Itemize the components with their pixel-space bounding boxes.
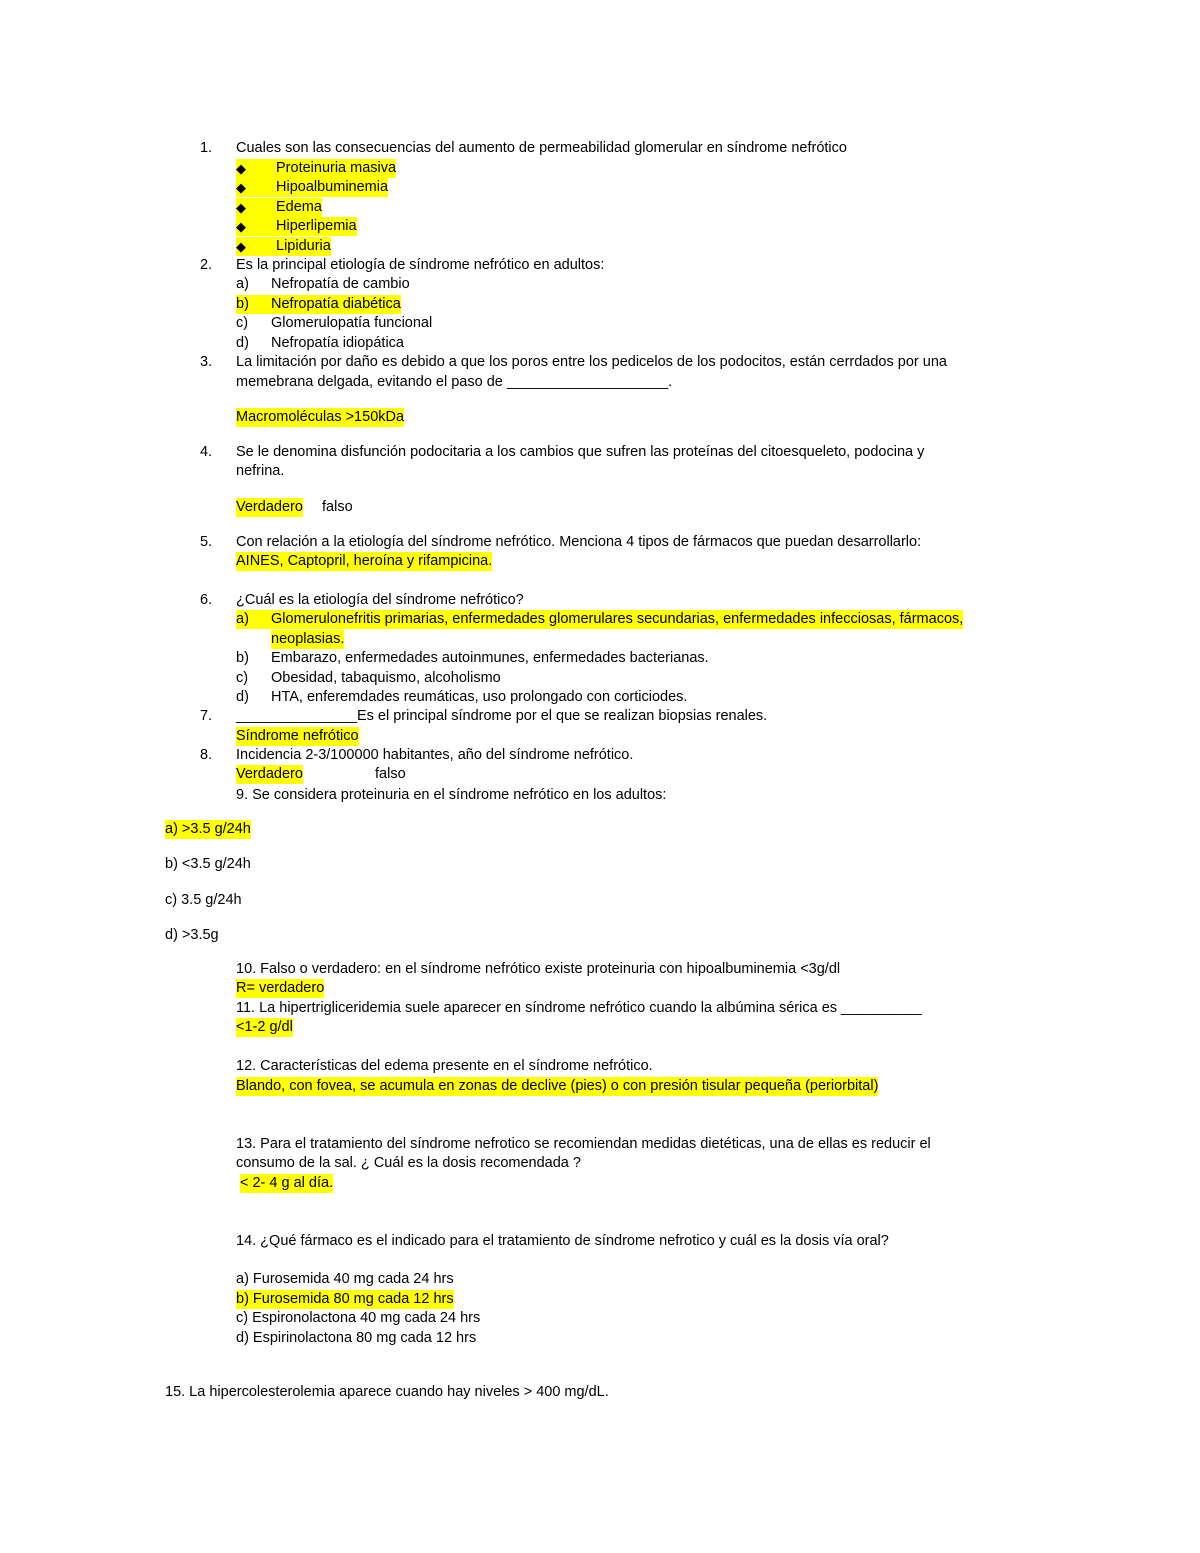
q8-answer: Verdadero [236,766,303,782]
bullet-icon: ◆ [236,237,276,256]
q12-text: 12. Características del edema presente en el síndrome nefrótico. [236,1058,653,1074]
q9-text: 9. Se considera proteinuria en el síndrome nefrótico en los adultos: [236,787,667,803]
q4-line2: nefrina. [236,463,285,479]
q2-number: 2. [200,257,213,273]
q4-other: falso [322,499,353,515]
q5-answer: AINES, Captopril, heroína y rifampicina. [236,553,493,569]
q2-option-a-letter: a) [236,276,249,292]
q6-option-c: Obesidad, tabaquismo, alcoholismo [271,670,501,686]
q13-answer: < 2- 4 g al día. [240,1175,334,1191]
q9-option-a: a) >3.5 g/24h [165,821,251,837]
q8-text: Incidencia 2-3/100000 habitantes, año del síndrome nefrótico. [236,747,634,763]
bullet-icon: ◆ [236,159,276,178]
q14-text: 14. ¿Qué fármaco es el indicado para el tratamiento de síndrome nefrotico y cuál es la dosis vía oral? [236,1233,889,1249]
q6-number: 6. [200,592,213,608]
q1-bullet-3: Edema [276,199,322,215]
q2-option-d: Nefropatía idiopática [271,335,404,351]
q3-answer: Macromoléculas >150kDa [236,409,405,425]
q2-option-b-letter: b) [236,295,271,314]
q6-option-b: Embarazo, enfermedades autoinmunes, enfermedades bacterianas. [271,650,709,666]
q8-other: falso [375,766,406,782]
q5-number: 5. [200,534,213,550]
q3-line1: La limitación por daño es debido a que los poros entre los pedicelos de los podocitos, están cerrdados por una [236,354,947,370]
q2-option-a: Nefropatía de cambio [271,276,410,292]
q4-line1: Se le denomina disfunción podocitaria a los cambios que sufren las proteínas del citoesqueleto, podocina y [236,444,925,460]
q6-text: ¿Cuál es la etiología del síndrome nefrótico? [236,592,524,608]
q5-text: Con relación a la etiología del síndrome nefrótico. Menciona 4 tipos de fármacos que puedan desarrollarlo: [236,534,922,550]
q7-number: 7. [200,708,213,724]
q1-bullet-5: Lipiduria [276,238,331,254]
q6-option-a-line1: Glomerulonefritis primarias, enfermedades glomerulares secundarias, enfermedades infecciosas, fármacos, [271,611,964,627]
q3-line2: memebrana delgada, evitando el paso de ____________________. [236,374,673,390]
q2-text: Es la principal etiología de síndrome nefrótico en adultos: [236,257,605,273]
q1-bullet-4: Hiperlipemia [276,218,357,234]
q3-number: 3. [200,354,213,370]
q6-option-a-line2: neoplasias. [271,631,345,647]
q6-option-a-letter: a) [236,610,271,629]
q9-option-c: c) 3.5 g/24h [165,892,242,908]
q7-text: _______________Es el principal síndrome por el que se realizan biopsias renales. [236,708,768,724]
q7-answer: Síndrome nefrótico [236,728,359,744]
q10-answer: R= verdadero [236,980,325,996]
q2-option-d-letter: d) [236,335,249,351]
q9-option-d: d) >3.5g [165,927,219,943]
q1-bullet-2: Hipoalbuminemia [276,179,389,195]
q9-option-b: b) <3.5 g/24h [165,856,251,872]
bullet-icon: ◆ [236,198,276,217]
q2-option-c-letter: c) [236,315,249,331]
q1-bullet-1: Proteinuria masiva [276,160,397,176]
q2-option-b: Nefropatía diabética [271,296,401,312]
q14-option-c: c) Espironolactona 40 mg cada 24 hrs [236,1310,481,1326]
bullet-icon: ◆ [236,178,276,197]
q11-answer: <1-2 g/dl [236,1019,293,1035]
q14-option-d: d) Espirinolactona 80 mg cada 12 hrs [236,1330,477,1346]
q1-number: 1. [200,140,213,156]
q13-line2: consumo de la sal. ¿ Cuál es la dosis recomendada ? [236,1155,581,1171]
q2-option-c: Glomerulopatía funcional [271,315,433,331]
q14-option-a: a) Furosemida 40 mg cada 24 hrs [236,1271,454,1287]
q6-option-c-letter: c) [236,670,249,686]
q10-text: 10. Falso o verdadero: en el síndrome nefrótico existe proteinuria con hipoalbuminemia <3g/dl [236,961,841,977]
q15-text: 15. La hipercolesterolemia aparece cuando hay niveles > 400 mg/dL. [165,1384,609,1400]
q12-answer: Blando, con fovea, se acumula en zonas de declive (pies) o con presión tisular pequeña (periorbital) [236,1078,879,1094]
q6-option-d-letter: d) [236,689,249,705]
q11-text: 11. La hipertrigliceridemia suele aparecer en síndrome nefrótico cuando la albúmina sérica es __________ [236,1000,922,1016]
bullet-icon: ◆ [236,217,276,236]
q6-option-d: HTA, enferemdades reumáticas, uso prolongado con corticiodes. [271,689,688,705]
q6-option-b-letter: b) [236,650,249,666]
q4-answer: Verdadero [236,499,303,515]
q14-option-b: b) Furosemida 80 mg cada 12 hrs [236,1291,454,1307]
q8-number: 8. [200,747,213,763]
q13-line1: 13. Para el tratamiento del síndrome nefrotico se recomiendan medidas dietéticas, una de ellas es reducir el [236,1136,931,1152]
q1-text: Cuales son las consecuencias del aumento de permeabilidad glomerular en síndrome nefrótico [236,140,847,156]
q4-number: 4. [200,444,213,460]
